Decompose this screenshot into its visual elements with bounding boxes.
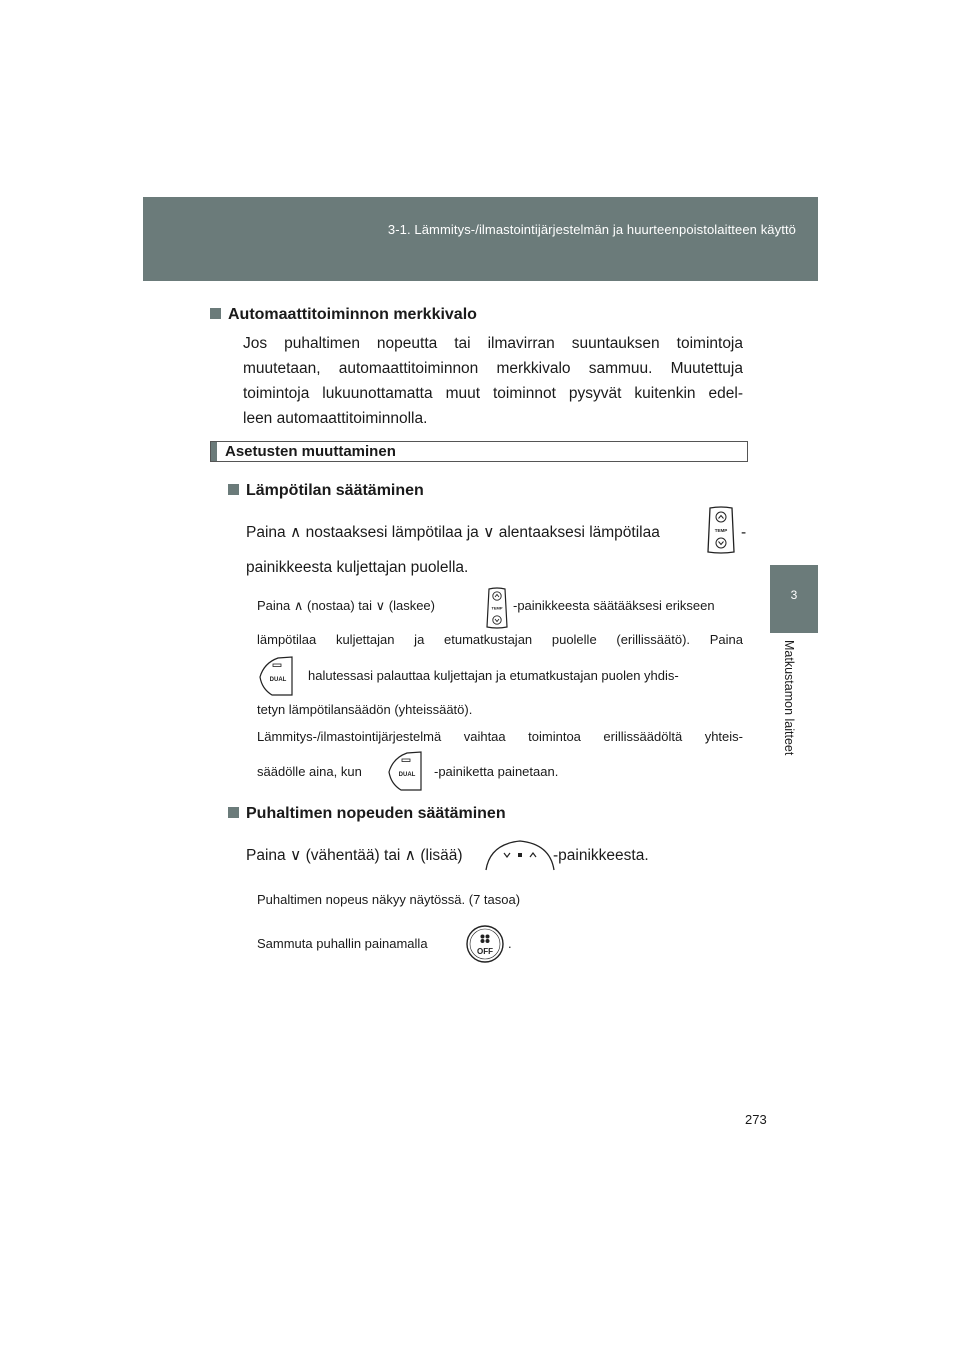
temp-note-line: tetyn lämpötilansäädön (yhteissäätö).: [257, 702, 473, 717]
settings-banner: [210, 441, 748, 462]
fan-instruction-line: Paina ∨ (vähentää) tai ∧ (lisää): [246, 847, 463, 864]
temp-instruction-dash: -: [741, 524, 747, 541]
paragraph-line: toimintoja lukuunottamatta muut toiminnot pysyvät kuitenkin edel-: [243, 385, 743, 402]
bullet-square-icon: [228, 807, 239, 818]
svg-text:OFF: OFF: [477, 947, 493, 956]
fan-note-line: .: [508, 936, 512, 951]
section-auto-indicator: [228, 305, 750, 431]
svg-text:TEMP: TEMP: [491, 605, 503, 611]
section-heading-temperature: Lämpötilan säätäminen: [228, 481, 424, 501]
bullet-square-icon: [210, 308, 221, 319]
temp-instruction-line: painikkeesta kuljettajan puolella.: [246, 559, 469, 576]
svg-text:DUAL: DUAL: [269, 677, 287, 683]
paragraph-line: muutetaan, automaattitoiminnon merkkivalo sammuu. Muutettuja: [243, 360, 743, 377]
svg-text:TEMP: TEMP: [714, 528, 728, 533]
fan-off-button-icon: [465, 924, 505, 969]
fan-instruction-line: -painikkeesta.: [553, 847, 649, 864]
dual-button-icon: [258, 655, 296, 702]
temp-note-line: lämpötilaa kuljettajan ja etumatkustajan puolelle (erillissäätö). Paina: [257, 632, 743, 647]
bullet-square-icon: [228, 484, 239, 495]
temp-note-line: -painiketta painetaan.: [434, 764, 559, 779]
chapter-header-band: [143, 197, 818, 281]
temp-rocker-button-icon: [704, 506, 738, 559]
temp-note-line: -painikkeesta säätääksesi erikseen: [513, 598, 715, 613]
paragraph-line: leen automaattitoiminnolla.: [243, 410, 428, 427]
temp-note-line: säädölle aina, kun: [257, 764, 362, 779]
paragraph-line: Jos puhaltimen nopeutta tai ilmavirran suuntauksen toimintoja: [243, 335, 743, 352]
temp-note-line: Lämmitys-/ilmastointijärjestelmä vaihtaa toimintoa erillissäädöltä yhteis-: [257, 729, 743, 744]
temp-note-line: halutessasi palauttaa kuljettajan ja etumatkustajan puolen yhdis-: [308, 668, 679, 683]
side-tab-label: Matkustamon laitteet: [782, 640, 796, 756]
temp-rocker-button-icon: [485, 587, 509, 634]
page-number: 273: [745, 1112, 767, 1127]
chapter-title: 3-1. Lämmitys-/ilmastointijärjestelmän ja huurteenpoistolaitteen käyttö: [387, 222, 796, 237]
fan-note-line: Sammuta puhallin painamalla: [257, 936, 428, 951]
side-tab-chapter-number: 3: [770, 565, 818, 633]
svg-text:DUAL: DUAL: [398, 772, 416, 778]
banner-title: Asetusten muuttaminen: [225, 443, 396, 460]
dual-button-icon: [387, 750, 425, 797]
banner-accent-bar: [211, 442, 217, 461]
fan-note-line: Puhaltimen nopeus näkyy näytössä. (7 tasoa): [257, 892, 521, 907]
temp-note-line: Paina ∧ (nostaa) tai ∨ (laskee): [257, 598, 435, 613]
section-heading-fan: Puhaltimen nopeuden säätäminen: [228, 804, 506, 824]
fan-speed-button-icon: [484, 838, 556, 877]
section-heading: Automaattitoiminnon merkkivalo: [210, 305, 750, 325]
temp-instruction-line: Paina ∧ nostaaksesi lämpötilaa ja ∨ alentaaksesi lämpötilaa: [246, 524, 660, 541]
